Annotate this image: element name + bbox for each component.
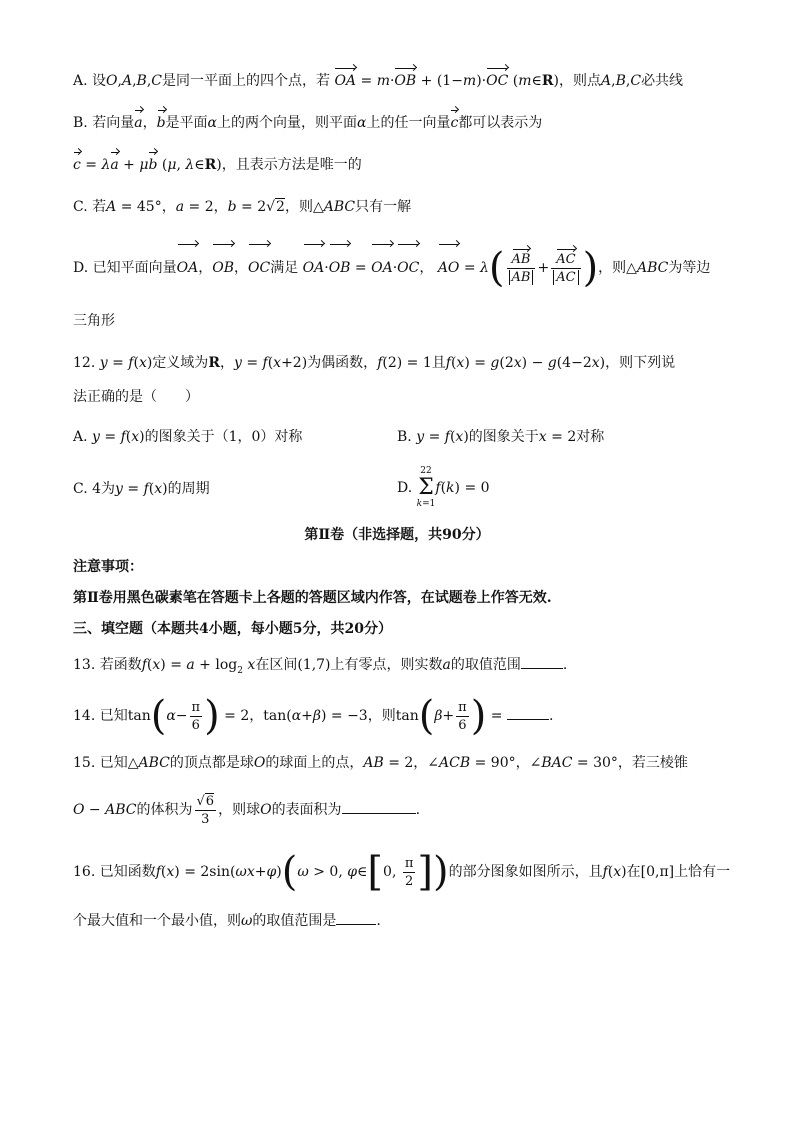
q16-line2: 个最大值和一个最小值，则ω的取值范围是 . <box>73 913 381 929</box>
q12-stem-line1: 12. y = f(x)定义域为R，y = f(x+2)为偶函数，f(2) = 1且f(x) = g(2x) − g(4−2x)，则下列说 <box>73 355 676 371</box>
q11-option-a: A. 设O,A,B,C是同一平面上的四个点，若 OA = m·OB + (1−m)·OC (m∈R)，则点A,B,C必共线 <box>73 70 734 92</box>
q11-option-d-line1: D. 已知平面向量OA，OB，OC满足 OA·OB = OA·OC， AO = λ( $\frac{AB}{AB}$ + $\frac{AC}{AC}$ )，则△ABC为等边 <box>73 245 711 291</box>
q12-option-c: C. 4为y = f(x)的周期 <box>73 481 210 497</box>
q12-option-b: B. y = f(x)的图象关于x = 2对称 <box>397 429 605 445</box>
section2-title: 第Ⅱ卷（非选择题，共90分） <box>304 527 490 543</box>
q16-line1: 16. 已知函数f(x) = 2sin(ωx+φ)(ω > 0, φ∈[0, $\frac{\pi}{2}$ ])的部分图象如图所示，且f(x)在[0,π]上恰有一 <box>73 849 731 895</box>
q15-line1: 15. 已知△ABC的顶点都是球O的球面上的点，AB = 2，∠ACB = 90°，∠BAC = 30°，若三棱锥 <box>73 755 688 771</box>
q14: 14. 已知tan(α− $\frac{\pi}{6}$ ) = 2，tan(α+β) = −3，则tan(β+ $\frac{\pi}{6}$ ) = . <box>73 693 554 739</box>
notice-heading: 注意事项： <box>73 559 143 575</box>
q12-stem-line2: 法正确的是（ ） <box>73 389 199 405</box>
q11-option-b-line1: B. 若向量a，b是平面α上的两个向量，则平面α上的任一向量c都可以表示为 <box>73 112 734 134</box>
notice-text: 第Ⅱ卷用黑色碳素笔在答题卡上各题的答题区域内作答，在试题卷上作答无效. <box>73 590 552 606</box>
q12-option-a: A. y = f(x)的图象关于（1，0）对称 <box>73 429 303 445</box>
q11-option-c: C. 若A = 45°，a = 2，b = 2√2，则△ABC只有一解 <box>73 199 412 215</box>
q11-option-b-line2: c = λa + μb (μ, λ∈R)，且表示方法是唯一的 <box>73 154 734 176</box>
part3-heading: 三、填空题（本题共4小题，每小题5分，共20分） <box>73 621 392 637</box>
q15-line2: O − ABC的体积为 $\frac{√6}{3}$ ，则球O的表面积为 . <box>73 793 421 827</box>
q13: 13. 若函数$f(x) = a + \log_2 x$在区间(1,7)上有零点，则实数a的取值范围 . <box>73 657 568 676</box>
q12-option-d: D. 22 Σ k=1 f(k) = 0 <box>397 466 490 509</box>
q11-option-d-line2: 三角形 <box>73 313 115 329</box>
